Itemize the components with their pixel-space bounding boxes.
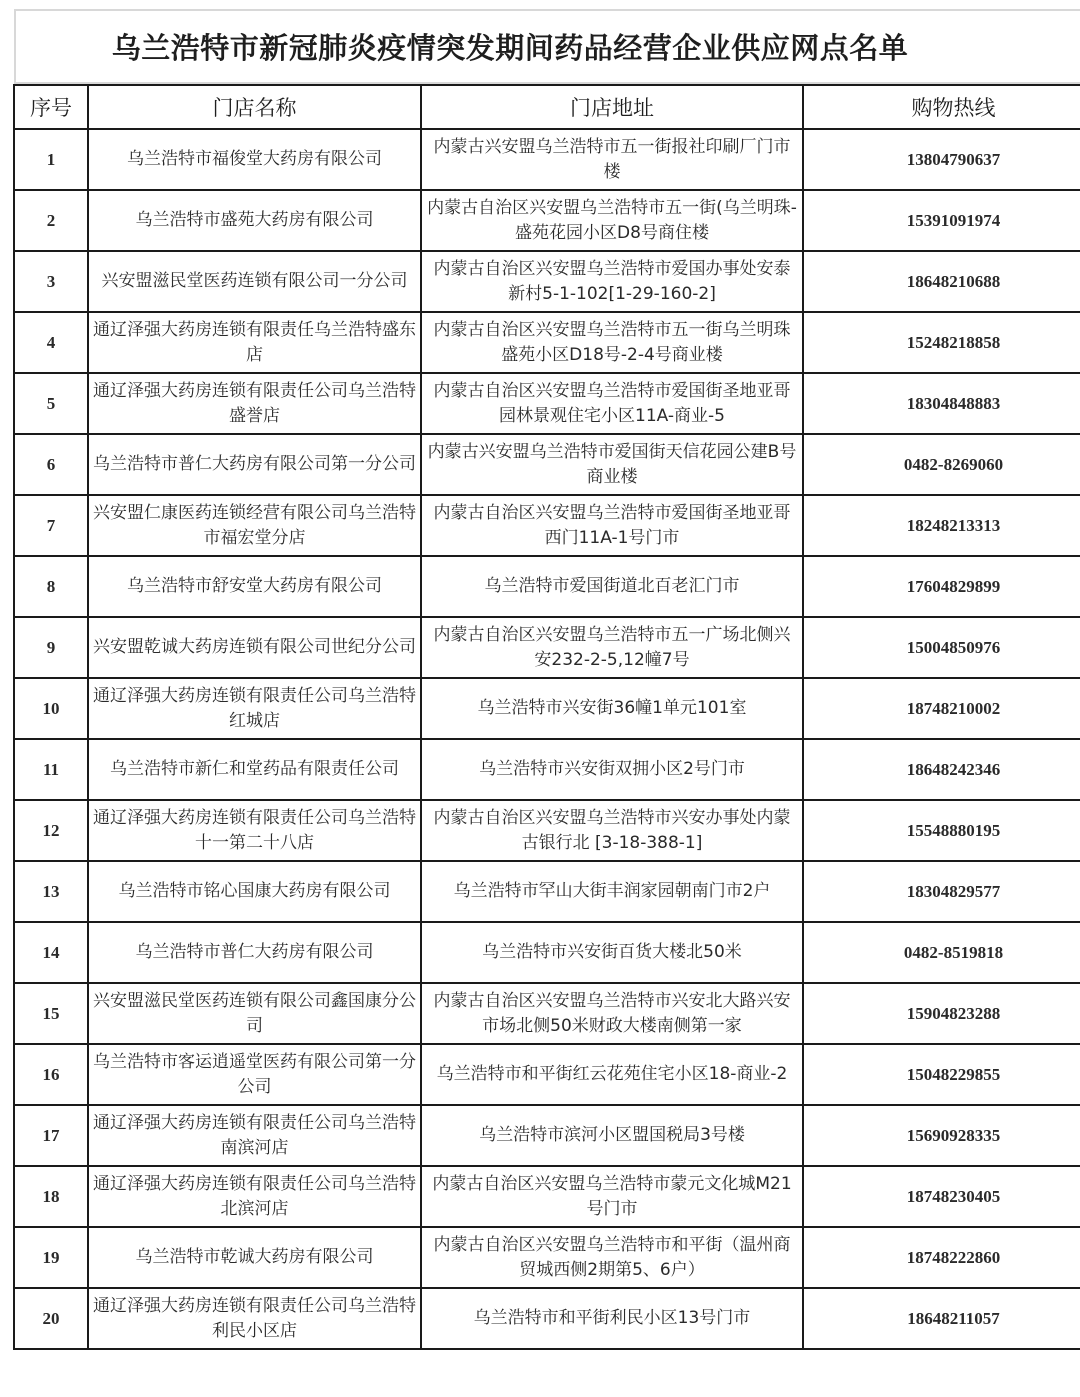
table-row <box>14 922 1080 983</box>
serial-number-cell: 5 <box>14 373 88 434</box>
store-address-cell: 内蒙古自治区兴安盟乌兰浩特市爱国街圣地亚哥园林景观住宅小区11A-商业-5 <box>421 373 803 434</box>
serial-number-cell: 9 <box>14 617 88 678</box>
store-name-cell: 乌兰浩特市普仁大药房有限公司第一分公司 <box>88 434 421 495</box>
store-name-cell: 乌兰浩特市普仁大药房有限公司 <box>88 922 421 983</box>
pharmacy-list-table <box>13 84 1080 1350</box>
table-row <box>14 190 1080 251</box>
table-row <box>14 1044 1080 1105</box>
header-hotline: 购物热线 <box>803 85 1080 129</box>
table-row <box>14 373 1080 434</box>
hotline-cell: 17604829899 <box>803 556 1080 617</box>
store-address-cell: 乌兰浩特市爱国街道北百老汇门市 <box>421 556 803 617</box>
table-row <box>14 495 1080 556</box>
table-row <box>14 739 1080 800</box>
table-row <box>14 251 1080 312</box>
store-address-cell: 内蒙古自治区兴安盟乌兰浩特市和平街（温州商贸城西侧2期第5、6户） <box>421 1227 803 1288</box>
hotline-cell: 0482-8269060 <box>803 434 1080 495</box>
table-row <box>14 1288 1080 1349</box>
store-name-cell: 乌兰浩特市盛苑大药房有限公司 <box>88 190 421 251</box>
table-row <box>14 1227 1080 1288</box>
hotline-cell: 18648210688 <box>803 251 1080 312</box>
hotline-cell: 18748230405 <box>803 1166 1080 1227</box>
serial-number-cell: 13 <box>14 861 88 922</box>
table-row <box>14 983 1080 1044</box>
store-name-cell: 通辽泽强大药房连锁有限责任公司乌兰浩特北滨河店 <box>88 1166 421 1227</box>
serial-number-cell: 2 <box>14 190 88 251</box>
hotline-cell: 15391091974 <box>803 190 1080 251</box>
hotline-cell: 15048229855 <box>803 1044 1080 1105</box>
header-serial-number: 序号 <box>14 85 88 129</box>
store-address-cell: 内蒙古自治区兴安盟乌兰浩特市兴安北大路兴安市场北侧50米财政大楼南侧第一家 <box>421 983 803 1044</box>
hotline-cell: 18304848883 <box>803 373 1080 434</box>
table-row <box>14 617 1080 678</box>
store-address-cell: 内蒙古自治区兴安盟乌兰浩特市兴安办事处内蒙古银行北 [3-18-388-1] <box>421 800 803 861</box>
store-address-cell: 内蒙古兴安盟乌兰浩特市五一街报社印刷厂门市楼 <box>421 129 803 190</box>
hotline-cell: 18304829577 <box>803 861 1080 922</box>
hotline-cell: 15690928335 <box>803 1105 1080 1166</box>
table-row <box>14 1166 1080 1227</box>
store-address-cell: 乌兰浩特市兴安街36幢1单元101室 <box>421 678 803 739</box>
store-name-cell: 乌兰浩特市乾诚大药房有限公司 <box>88 1227 421 1288</box>
store-name-cell: 乌兰浩特市客运逍遥堂医药有限公司第一分公司 <box>88 1044 421 1105</box>
document-title: 乌兰浩特市新冠肺炎疫情突发期间药品经营企业供应网点名单 <box>111 31 909 65</box>
table-row <box>14 556 1080 617</box>
store-name-cell: 兴安盟滋民堂医药连锁有限公司鑫国康分公司 <box>88 983 421 1044</box>
serial-number-cell: 6 <box>14 434 88 495</box>
serial-number-cell: 12 <box>14 800 88 861</box>
store-address-cell: 内蒙古自治区兴安盟乌兰浩特市五一广场北侧兴安232-2-5,12幢7号 <box>421 617 803 678</box>
store-address-cell: 乌兰浩特市罕山大街丰润家园朝南门市2户 <box>421 861 803 922</box>
hotline-cell: 15248218858 <box>803 312 1080 373</box>
hotline-cell: 13804790637 <box>803 129 1080 190</box>
title-banner <box>14 9 1080 84</box>
store-name-cell: 通辽泽强大药房连锁有限责任公司乌兰浩特红城店 <box>88 678 421 739</box>
table-row <box>14 800 1080 861</box>
hotline-cell: 18648211057 <box>803 1288 1080 1349</box>
store-name-cell: 通辽泽强大药房连锁有限责任公司乌兰浩特南滨河店 <box>88 1105 421 1166</box>
store-name-cell: 乌兰浩特市福俊堂大药房有限公司 <box>88 129 421 190</box>
serial-number-cell: 18 <box>14 1166 88 1227</box>
header-row <box>14 85 1080 129</box>
table-row <box>14 1105 1080 1166</box>
serial-number-cell: 7 <box>14 495 88 556</box>
store-address-cell: 内蒙古自治区兴安盟乌兰浩特市五一街(乌兰明珠-盛苑花园小区D8号商住楼 <box>421 190 803 251</box>
hotline-cell: 15904823288 <box>803 983 1080 1044</box>
hotline-cell: 15548880195 <box>803 800 1080 861</box>
store-address-cell: 乌兰浩特市和平街红云花苑住宅小区18-商业-2 <box>421 1044 803 1105</box>
store-name-cell: 通辽泽强大药房连锁有限责任公司乌兰浩特利民小区店 <box>88 1288 421 1349</box>
hotline-cell: 15004850976 <box>803 617 1080 678</box>
serial-number-cell: 1 <box>14 129 88 190</box>
store-name-cell: 乌兰浩特市新仁和堂药品有限责任公司 <box>88 739 421 800</box>
serial-number-cell: 11 <box>14 739 88 800</box>
hotline-cell: 0482-8519818 <box>803 922 1080 983</box>
table-row <box>14 678 1080 739</box>
hotline-cell: 18648242346 <box>803 739 1080 800</box>
serial-number-cell: 19 <box>14 1227 88 1288</box>
serial-number-cell: 17 <box>14 1105 88 1166</box>
store-address-cell: 乌兰浩特市兴安街百货大楼北50米 <box>421 922 803 983</box>
serial-number-cell: 15 <box>14 983 88 1044</box>
store-address-cell: 内蒙古自治区兴安盟乌兰浩特市爱国办事处安泰新村5-1-102[1-29-160-2] <box>421 251 803 312</box>
store-name-cell: 兴安盟乾诚大药房连锁有限公司世纪分公司 <box>88 617 421 678</box>
store-address-cell: 乌兰浩特市兴安街双拥小区2号门市 <box>421 739 803 800</box>
store-address-cell: 内蒙古自治区兴安盟乌兰浩特市蒙元文化城M21号门市 <box>421 1166 803 1227</box>
table-row <box>14 861 1080 922</box>
serial-number-cell: 3 <box>14 251 88 312</box>
store-name-cell: 通辽泽强大药房连锁有限责任乌兰浩特盛东店 <box>88 312 421 373</box>
hotline-cell: 18748222860 <box>803 1227 1080 1288</box>
hotline-cell: 18748210002 <box>803 678 1080 739</box>
serial-number-cell: 8 <box>14 556 88 617</box>
hotline-cell: 18248213313 <box>803 495 1080 556</box>
store-address-cell: 内蒙古自治区兴安盟乌兰浩特市爱国街圣地亚哥西门11A-1号门市 <box>421 495 803 556</box>
store-address-cell: 内蒙古自治区兴安盟乌兰浩特市五一街乌兰明珠盛苑小区D18号-2-4号商业楼 <box>421 312 803 373</box>
store-address-cell: 内蒙古兴安盟乌兰浩特市爱国街天信花园公建B号商业楼 <box>421 434 803 495</box>
store-name-cell: 兴安盟仁康医药连锁经营有限公司乌兰浩特市福宏堂分店 <box>88 495 421 556</box>
store-name-cell: 乌兰浩特市铭心国康大药房有限公司 <box>88 861 421 922</box>
table-row <box>14 434 1080 495</box>
header-store-address: 门店地址 <box>421 85 803 129</box>
serial-number-cell: 10 <box>14 678 88 739</box>
table-row <box>14 129 1080 190</box>
store-address-cell: 乌兰浩特市和平街利民小区13号门市 <box>421 1288 803 1349</box>
header-store-name: 门店名称 <box>88 85 421 129</box>
store-name-cell: 乌兰浩特市舒安堂大药房有限公司 <box>88 556 421 617</box>
serial-number-cell: 14 <box>14 922 88 983</box>
store-address-cell: 乌兰浩特市滨河小区盟国税局3号楼 <box>421 1105 803 1166</box>
store-name-cell: 兴安盟滋民堂医药连锁有限公司一分公司 <box>88 251 421 312</box>
table-row <box>14 312 1080 373</box>
serial-number-cell: 16 <box>14 1044 88 1105</box>
store-name-cell: 通辽泽强大药房连锁有限责任公司乌兰浩特盛誉店 <box>88 373 421 434</box>
serial-number-cell: 20 <box>14 1288 88 1349</box>
store-name-cell: 通辽泽强大药房连锁有限责任公司乌兰浩特十一第二十八店 <box>88 800 421 861</box>
serial-number-cell: 4 <box>14 312 88 373</box>
